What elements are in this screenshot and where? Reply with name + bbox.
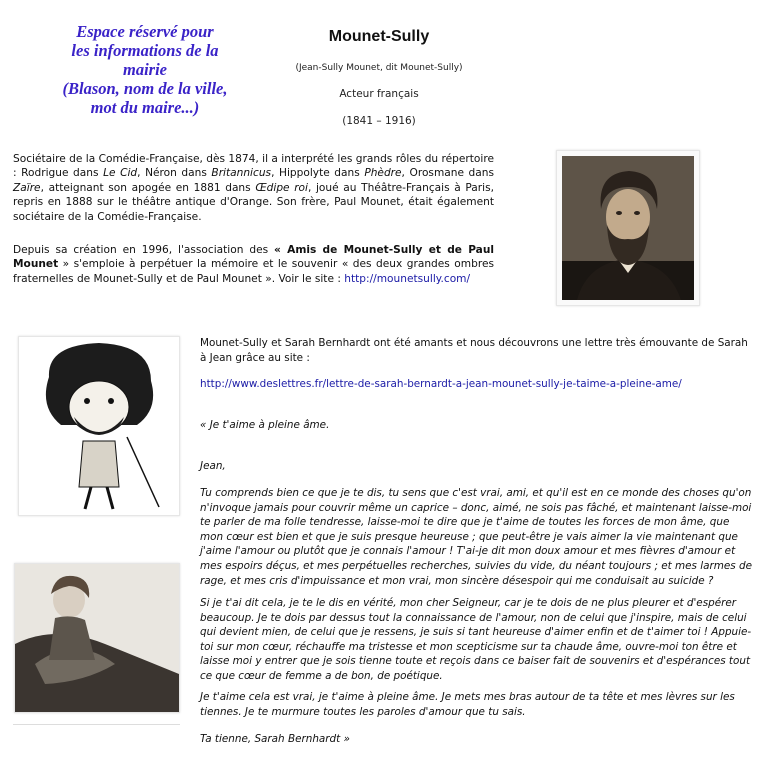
- letter-signature: Ta tienne, Sarah Bernhardt »: [200, 733, 350, 745]
- caricature-drawing: [18, 336, 180, 516]
- deslettres-link[interactable]: http://www.deslettres.fr/lettre-de-sarah-bernardt-a-jean-mounet-sully-je-taime-a-pleine-ame/: [200, 378, 682, 390]
- association-paragraph: Depuis sa création en 1996, l'association des « Amis de Mounet-Sully et de Paul Mounet » s'emploie à perpétuer la mémoire et le souvenir « des deux grandes ombres fraternelles de Mounet-Sully et de Paul Mounet ». Voir le site : http://mounetsully.com/: [13, 244, 495, 285]
- life-dates: (1841 – 1916): [342, 115, 416, 127]
- letter-heading: « Je t'aime à pleine âme.: [200, 419, 330, 431]
- page-title: Mounet-Sully: [328, 28, 430, 45]
- mairie-line: (Blason, nom de la ville,: [62, 79, 228, 98]
- mairie-placeholder: [30, 22, 260, 117]
- sarah-bernhardt-photo: [14, 563, 180, 713]
- letter-paragraph: Je t'aime cela est vrai, je t'aime à pleine âme. Je mets mes bras autour de ta tête et mes lèvres sur les tiennes. Je te murmure toutes les paroles d'amour que tu sais.: [200, 691, 735, 718]
- letter-salutation: Jean,: [200, 460, 226, 472]
- mairie-line: mot du maire...): [90, 98, 200, 117]
- letter-paragraph: Si je t'ai dit cela, je te le dis en vérité, mon cher Seigneur, car je te dois de ne plus pleurer et d'espérer beaucoup. Je te dois par dessus tout la connaissance de l'amour, non de celui que j'inspire, mais de celui qui devient mien, de celui que je ressens, je suis si tant heureuse d'aimer enfin et de t'aimer toi ! Appuie-toi sur mon cœur, réchauffe ma tristesse et mon scepticisme sur ta chaude âme, ouvre-moi ton être et laisse moi y entrer que je sois tienne toute et reçois dans ce baiser fait de souvenirs et d'espérances tout ce que cœur de femme a de bon, de poétique.: [200, 597, 752, 682]
- profession: Acteur français: [339, 88, 419, 100]
- mounetsully-link[interactable]: http://mounetsully.com/: [344, 272, 471, 285]
- mairie-line: mairie: [123, 60, 167, 79]
- letter-paragraph: Tu comprends bien ce que je te dis, tu sens que c'est vrai, ami, et qu'il est en ce monde des choses qu'on n'invoque jamais pour couvrir même un caprice – donc, aimé, ne sois pas fâché, et maintenant laisse-moi te parler de ma folle tendresse, laisse-moi te dire que je t'aime de toutes les forces de mon âme, que mon cœur est bien et que je suis presque heureuse ; que peut-être je vais aimer la vie maintenant que j'aime l'amour ou plutôt que je connais l'amour ! T'ai-je dit mon doux amour et mes fièvres d'amour et mes espoirs déçus, et mes perpétuelles recherches, suivies du vide, du néant toujours ; et mes larmes de rage, et mes cris d'impuissance et mon vrai, mon sincère désespoir qui me conduisait au suicide ?: [200, 487, 753, 587]
- letter-intro: Mounet-Sully et Sarah Bernhardt ont été amants et nous découvrons une lettre très émouvante de Sarah à Jean grâce au site :: [200, 337, 748, 364]
- mairie-line: Espace réservé pour: [76, 22, 214, 41]
- bio-paragraph: Sociétaire de la Comédie-Française, dès 1874, il a interprété les grands rôles du répertoire : Rodrigue dans Le Cid, Néron dans Britannicus, Hippolyte dans Phèdre, Orosmane dans Zaïre, atteignant son apogée en 1881 dans Œdipe roi, joué au Théâtre-Français à Paris, repris en 1888 sur le théâtre antique d'Orange. Son frère, Paul Mounet, était également sociétaire de la Comédie-Française.: [13, 153, 495, 223]
- portrait-photo: [556, 150, 700, 306]
- divider: [13, 724, 180, 725]
- mairie-line: les informations de la: [71, 41, 219, 60]
- full-name: (Jean-Sully Mounet, dit Mounet-Sully): [295, 63, 463, 73]
